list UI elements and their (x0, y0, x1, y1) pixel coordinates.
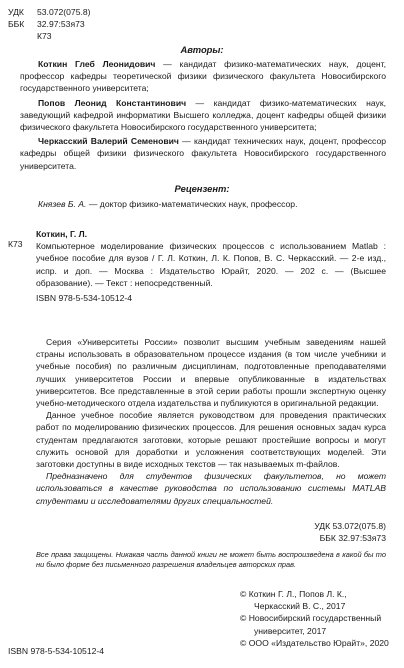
rights-notice: Все права защищены. Никакая часть данной книги не может быть воспроизведена в какой бы то ни было форме без письменного разрешения владельцев авторских прав. (36, 550, 386, 569)
isbn-bottom: ISBN 978-5-534-10512-4 (8, 646, 105, 656)
copyright-line: © ООО «Издательство Юрайт», 2020 (240, 637, 389, 648)
author-mark: К73 (37, 31, 52, 41)
copyright-block (240, 588, 400, 649)
annotation-audience: Предназначено для студентов физических факультетов, но может использоваться в качестве руководства по использованию системы MATLAB студентами и исследователями других специальностей. (36, 471, 386, 506)
classification-codes-bottom (314, 520, 386, 544)
author-entry (20, 97, 386, 134)
udk-label: УДК (8, 7, 24, 17)
author-name: Коткин Глеб Леонидович (38, 59, 156, 69)
author-entry (20, 135, 386, 172)
author-name: Черкасский Валерий Семенович (38, 136, 179, 147)
reviewer-entry (38, 199, 388, 209)
copyright-line: © Коткин Г. Л., Попов Л. К., (240, 589, 347, 599)
annotation-paragraph: Данное учебное пособие является руководством для проведения практических работ по моделированию физических процессов. Для решения основных задач курса студентам предлагаются заготовки, которые решают простейшие вопросы и могут служить основой для доработки и усложнения соответствующих моделей. Эти заготовки доступны в виде исходных текстов — так называемых m-файлов. (36, 410, 386, 470)
author-desc: — кандидат физико-математических наук, доцент, профессор кафедры теоретической физики физического факультета Новосибирского государственного университета; (20, 59, 386, 94)
classification-codes (8, 6, 91, 42)
reviewer-desc: — доктор физико-математических наук, профессор. (86, 199, 298, 209)
author-entry (20, 58, 386, 95)
udk-bottom: УДК 53.072(075.8) (314, 521, 386, 531)
udk-value: 53.072(075.8) (37, 7, 91, 17)
annotation (36, 336, 386, 507)
copyright-line: © Новосибирский государственный (240, 613, 382, 624)
bbk-label: ББК (8, 19, 25, 29)
record-description: Компьютерное моделирование физических процессов с использованием Matlab : учебное пособие для вузов / Г. Л. Коткин, Л. К. Попов, В. С. Черкасский. — 2-е изд., испр. и доп. — Москва : Издательство Юрайт, 2020. — 202 с. — (Высшее образование). — Текст : непосредственный. (36, 241, 386, 288)
book-mark: К73 (8, 239, 23, 249)
author-desc: — кандидат физико-математических наук, заведующий кафедрой информатики Высшего колледжа, доцент кафедры общей физики физического факультета Новосибирского государственного университета; (20, 97, 386, 133)
bbk-bottom: ББК 32.97:53я73 (319, 533, 386, 543)
reviewer-heading: Рецензент: (174, 183, 230, 194)
reviewer-name: Князев Б. А. (38, 199, 87, 209)
bibliographic-record (36, 228, 386, 304)
copyright-line: университет, 2017 (254, 625, 327, 636)
author-name: Попов Леонид Константинович (38, 97, 187, 108)
authors-heading: Авторы: (180, 44, 224, 55)
record-author: Коткин, Г. Л. (36, 229, 88, 239)
bbk-value: 32.97:53я73 (37, 19, 85, 29)
record-isbn: ISBN 978-5-534-10512-4 (36, 293, 133, 304)
author-desc: — кандидат технических наук, доцент, профессор кафедры общей физики физического факультета Новосибирского государственного университета. (20, 136, 387, 171)
copyright-line: Черкасский В. С., 2017 (254, 601, 346, 612)
authors-list (20, 58, 386, 174)
annotation-paragraph: Серия «Университеты России» позволит высшим учебным заведениям нашей страны использовать в образовательном процессе издания (в том числе учебники и учебные пособия) по различным дисциплинам, подготовленные преподавателями лучших университетов России и впервые опубликованные в издательствах университетов. Все представленные в этой серии работы прошли экспертную оценку учебно-методического отдела издательства и публикуются в оригинальной редакции. (36, 337, 386, 409)
